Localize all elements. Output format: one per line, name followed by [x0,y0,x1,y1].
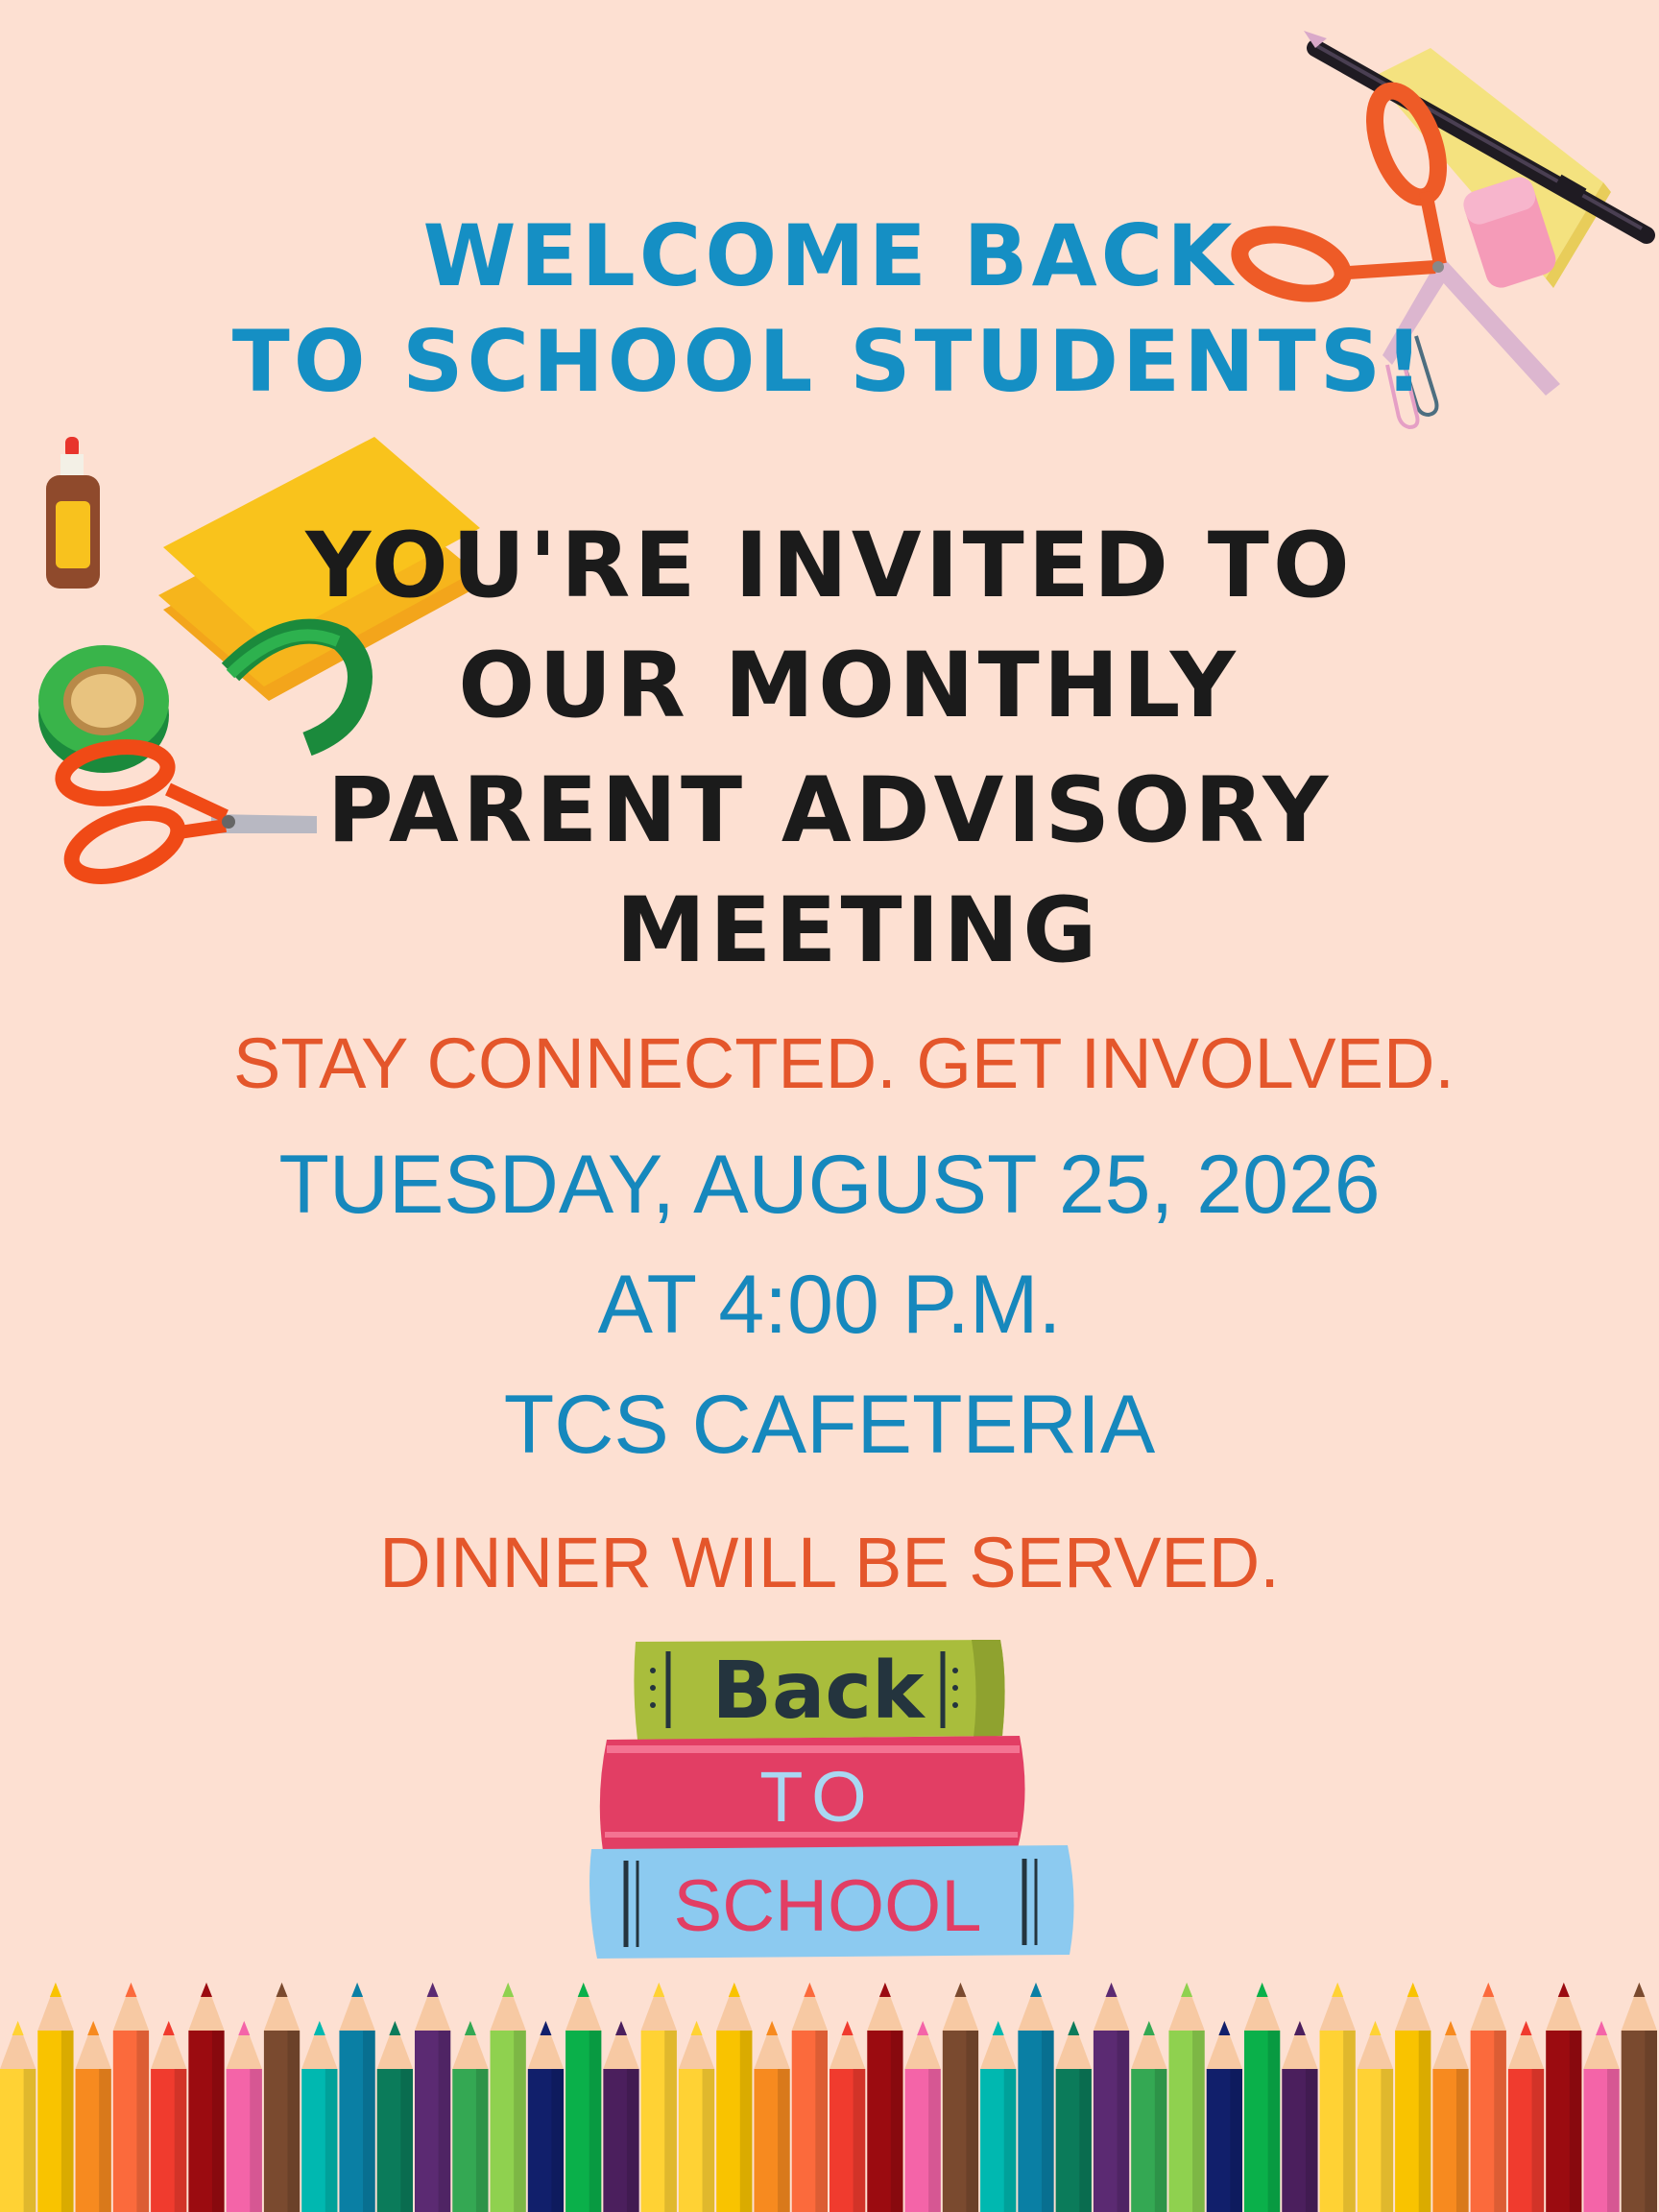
pencil-icon [679,2021,714,2212]
invite-line-3: PARENT ADVISORY [326,758,1333,863]
event-location: TCS CAFETERIA [503,1379,1156,1471]
pencil-icon [792,1983,828,2212]
pencil-icon [1432,2021,1468,2212]
pencil-icon [1131,2021,1166,2212]
pencil-icon [37,1983,73,2212]
pencil-icon [76,2021,111,2212]
pencil-icon [491,1983,526,2212]
tagline: STAY CONNECTED. GET INVOLVED. [233,1023,1455,1103]
pencil-icon [415,1983,450,2212]
pencil-icon [1508,2021,1544,2212]
pencil-icon [1244,1983,1280,2212]
pencil-icon [0,2021,36,2212]
pencil-icon [1622,1983,1657,2212]
pencil-icon [1094,1983,1129,2212]
pencil-icon [1207,2021,1242,2212]
pencil-icon [1018,1983,1053,2212]
pencil-icon [1320,1983,1356,2212]
pencil-icon [1168,1983,1204,2212]
pencil-icon [377,2021,413,2212]
welcome-line-1: WELCOME BACK [422,206,1237,305]
event-time: AT 4:00 P.M. [597,1259,1062,1351]
pencil-icon [301,2021,337,2212]
invite-line-2: OUR MONTHLY [458,634,1239,738]
pencil-icon [980,2021,1016,2212]
dinner-note: DINNER WILL BE SERVED. [379,1523,1280,1602]
event-date: TUESDAY, AUGUST 25, 2026 [278,1139,1381,1231]
pencil-icon [1583,2021,1619,2212]
pencil-icon [867,1983,902,2212]
books-top-label: Back [711,1646,925,1737]
pencil-icon [113,1983,149,2212]
books-bottom-label: SCHOOL [673,1865,982,1947]
pencil-icon [716,1983,752,2212]
pencil-icon [905,2021,941,2212]
books-middle-label: TO [759,1757,877,1837]
pencil-icon [641,1983,677,2212]
pencil-icon [1546,1983,1581,2212]
pencil-icon [565,1983,601,2212]
pencil-icon [151,2021,186,2212]
books-stack-icon [588,1632,1077,1959]
pencil-icon [830,2021,865,2212]
pencil-icon [943,1983,978,2212]
pencil-icon [264,1983,300,2212]
invite-line-1: YOU'RE INVITED TO [305,514,1354,618]
pencil-icon [603,2021,638,2212]
pencil-icon [528,2021,564,2212]
welcome-line-2: TO SCHOOL STUDENTS! [231,312,1428,411]
pencil-icon [339,1983,374,2212]
pencil-icon [1358,2021,1393,2212]
pencil-icon [452,2021,488,2212]
pencil-icon [754,2021,789,2212]
colored-pencils-icon [0,1978,1659,2212]
pencil-icon [1056,2021,1092,2212]
pencil-icon [227,2021,262,2212]
invite-line-4: MEETING [615,878,1101,983]
pencil-icon [1471,1983,1506,2212]
pencil-icon [1395,1983,1431,2212]
pencil-icon [188,1983,224,2212]
pencil-icon [1282,2021,1317,2212]
